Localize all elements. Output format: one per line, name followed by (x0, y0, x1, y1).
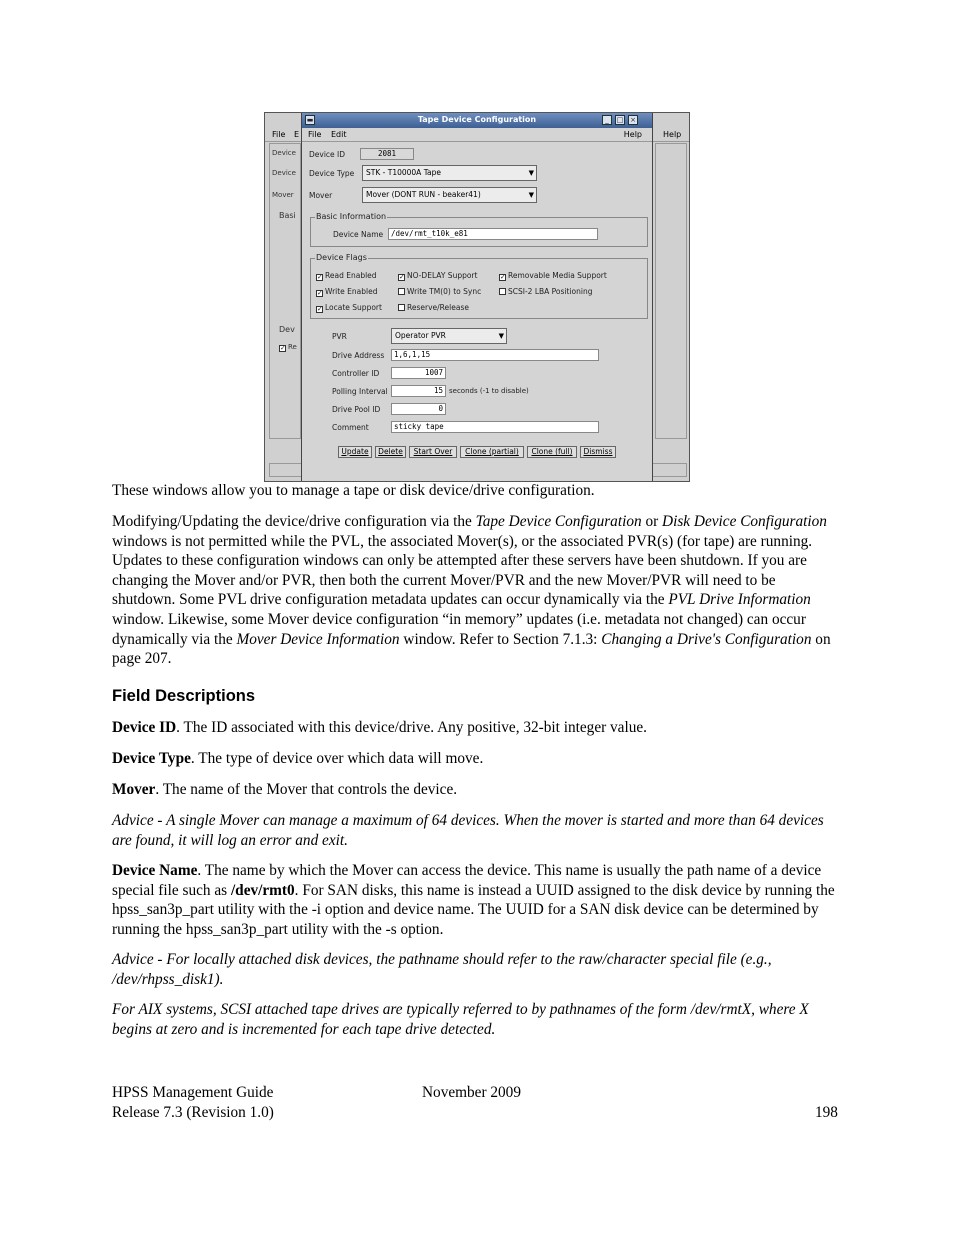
pvr-value: Operator PVR (395, 331, 446, 340)
advice-disk-pathname (112, 950, 842, 989)
menu-file[interactable]: File (308, 130, 322, 139)
advice-mover-limit-text: Advice - A single Mover can manage a maximum of 64 devices. When the mover is started and more than 64 devices are found, it will log an error and exit. (112, 812, 824, 849)
tape-device-config-window (301, 113, 653, 482)
bg-menu-help[interactable]: Help (663, 130, 682, 139)
mover-combo[interactable] (362, 187, 537, 203)
drive-address-field[interactable]: 1,6,1,15 (391, 349, 599, 361)
tape-device-config-screenshot (264, 112, 690, 482)
close-icon[interactable]: × (628, 115, 638, 125)
device-name-description: Device Name. The name by which the Mover can access the device. This name is usually the path name of a device special file such as /dev/rmt0. For SAN disks, this name is instead a UUID assigned to the disk device by running the hpss_san3p_part utility with the -i option and device name. The UUID for a SAN disk device can be determined by running the hpss_san3p_part utility with the -s option. (112, 862, 835, 938)
device-type-term: Device Type (112, 750, 191, 767)
update-button[interactable]: Update (338, 446, 372, 458)
field-descriptions-heading: Field Descriptions (112, 687, 256, 705)
mover-label: Mover (309, 191, 333, 200)
drive-pool-id-label: Drive Pool ID (332, 405, 381, 414)
intro-paragraph (112, 481, 842, 501)
device-type-value: STK - T10000A Tape (366, 168, 441, 177)
bg-fragment-checkbox: ✓ Re (280, 343, 297, 352)
bg-menu-edit[interactable]: E (294, 130, 300, 139)
device-type-description: Device Type. The type of device over which data will move. (112, 750, 484, 767)
modifying-paragraph (112, 512, 842, 669)
scsi2-lba-positioning-checkbox[interactable]: SCSI-2 LBA Positioning (499, 287, 592, 296)
minimize-icon[interactable]: _ (602, 115, 612, 125)
maximize-icon[interactable]: □ (616, 116, 624, 124)
basic-information-group (310, 212, 648, 247)
footer-release: Release 7.3 (Revision 1.0) (112, 1104, 274, 1121)
chevron-down-icon: ▼ (498, 332, 504, 340)
bg-fragment-basic: Basi (279, 211, 296, 220)
locate-support-checkbox[interactable]: ✓ Locate Support (317, 303, 382, 313)
bg-fragment-dev: Dev (279, 325, 295, 334)
start-over-button[interactable]: Start Over (409, 446, 457, 458)
device-id-label: Device ID (309, 150, 346, 159)
bg-label-device-id: Device (272, 149, 296, 157)
aix-note (112, 1000, 842, 1039)
device-id-term: Device ID (112, 719, 177, 736)
comment-label: Comment (332, 423, 369, 432)
device-id-field[interactable]: 2081 (360, 148, 414, 160)
device-type-combo[interactable] (362, 165, 537, 181)
drive-pool-id-field[interactable]: 0 (391, 403, 446, 415)
button-row (302, 446, 654, 458)
no-delay-support-checkbox[interactable]: ✓ NO-DELAY Support (399, 271, 478, 281)
read-enabled-checkbox[interactable]: ✓ Read Enabled (317, 271, 377, 281)
footer-page-number: 198 (815, 1104, 838, 1121)
polling-interval-hint: seconds (-1 to disable) (449, 387, 529, 395)
mover-description: Mover. The name of the Mover that controls the device. (112, 781, 458, 798)
clone-partial-button[interactable]: Clone (partial) (460, 446, 524, 458)
menu-edit[interactable]: Edit (331, 130, 347, 139)
write-enabled-checkbox[interactable]: ✓ Write Enabled (317, 287, 378, 297)
advice-disk-pathname-text: Advice - For locally attached disk devices, the pathname should refer to the raw/character special file (e.g., /dev/rhpss_disk1). (112, 951, 772, 988)
background-right-panel (655, 143, 687, 439)
clone-full-button[interactable]: Clone (full) (527, 446, 577, 458)
device-name-field[interactable]: /dev/rmt_t10k_e81 (388, 228, 598, 240)
delete-button[interactable]: Delete (375, 446, 406, 458)
device-flags-title: Device Flags (316, 253, 367, 262)
aix-note-text: For AIX systems, SCSI attached tape drives are typically referred to by pathnames of the form /dev/rmtX, where X begins at zero and is incremented for each tape drive detected. (112, 1001, 809, 1038)
dismiss-button[interactable]: Dismiss (580, 446, 616, 458)
modifying-text: Modifying/Updating the device/drive configuration via the Tape Device Configuration or Disk Device Configuration windows is not permitted while the PVL, the associated Mover(s), or the associated PVR(s) (for tape) are running. Updates to these configuration windows can only be attempted after these servers have been shutdown. If you are changing the Mover and/or PVR, then both the current Mover/PVR and the new Mover/PVR will need to be shutdown. Some PVL drive configuration metadata updates can occur dynamically via the PVL Drive Information window. Likewise, some Mover device configuration “in memory” updates (i.e. metadata not changed) can occur dynamically via the Mover Device Information window. Refer to Section 7.1.3: Changing a Drive's Configuration on page 207. (112, 513, 831, 668)
comment-field[interactable]: sticky tape (391, 421, 599, 433)
write-tm-sync-checkbox[interactable]: Write TM(0) to Sync (398, 287, 481, 296)
mover-value: Mover (DONT RUN - beaker41) (366, 190, 481, 199)
pvr-label: PVR (332, 332, 347, 341)
bg-label-mover: Mover (272, 191, 294, 199)
background-left-panel (269, 143, 301, 439)
polling-interval-field[interactable]: 15 (391, 385, 446, 397)
window-menubar (302, 129, 652, 142)
reserve-release-checkbox[interactable]: Reserve/Release (398, 303, 469, 312)
window-menu-icon[interactable]: ▬ (306, 116, 314, 124)
window-titlebar (302, 113, 652, 128)
window-title: Tape Device Configuration (417, 115, 537, 124)
basic-information-title: Basic Information (316, 212, 387, 221)
polling-interval-label: Polling Interval (332, 387, 388, 396)
dev-rmt0-path: /dev/rmt0 (230, 881, 295, 899)
device-type-label: Device Type (309, 169, 355, 178)
controller-id-field[interactable]: 1007 (391, 367, 446, 379)
intro-text: These windows allow you to manage a tape or disk device/drive configuration. (112, 482, 595, 499)
device-name-label: Device Name (333, 230, 384, 239)
mover-term: Mover (112, 781, 156, 798)
bg-menu-file[interactable]: File (272, 130, 286, 139)
device-name-term: Device Name (112, 862, 198, 879)
chevron-down-icon: ▼ (528, 169, 534, 177)
drive-address-label: Drive Address (332, 351, 385, 360)
chevron-down-icon: ▼ (528, 191, 534, 199)
footer-guide-title: HPSS Management Guide (112, 1084, 274, 1101)
pvr-combo[interactable] (391, 328, 507, 344)
removable-media-support-checkbox[interactable]: ✓ Removable Media Support (500, 271, 607, 281)
advice-mover-limit (112, 811, 842, 850)
menu-help[interactable]: Help (623, 130, 642, 139)
device-flags-group (310, 253, 648, 319)
bg-label-device-type: Device (272, 169, 296, 177)
controller-id-label: Controller ID (332, 369, 380, 378)
footer-date: November 2009 (422, 1084, 521, 1101)
device-id-description: Device ID. The ID associated with this device/drive. Any positive, 32-bit integer value. (112, 719, 647, 736)
